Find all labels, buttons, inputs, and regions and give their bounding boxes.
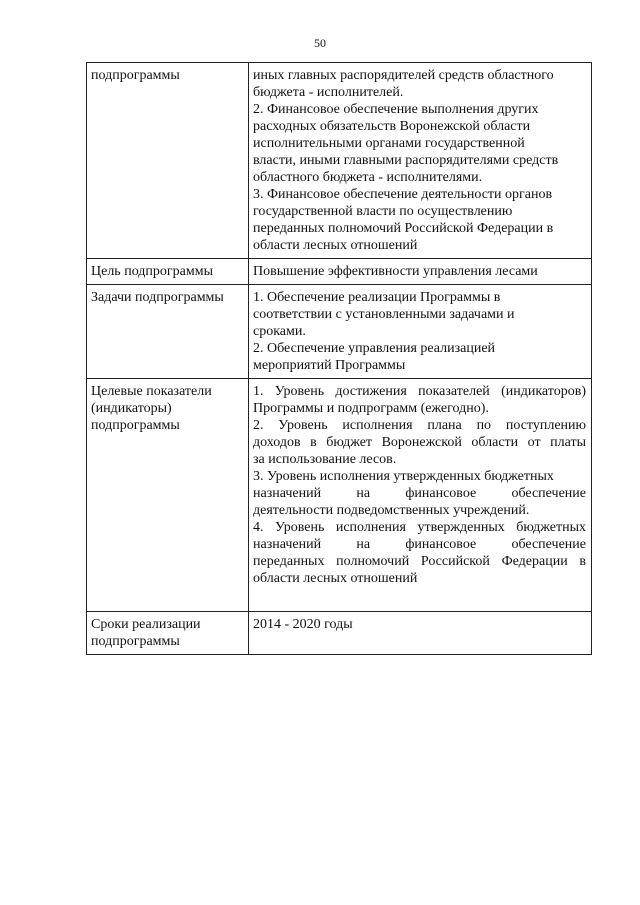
content-line: 2. Финансовое обеспечение выполнения других	[253, 102, 539, 117]
content-line: сроками.	[253, 324, 306, 339]
content-line: соответствии с установленными задачами и	[253, 307, 515, 322]
content-line: области лесных отношений	[253, 238, 418, 253]
content-line: переданных полномочий Российской Федерации в	[253, 221, 554, 236]
content-line: доходов в бюджет Воронежской области от платы	[253, 435, 586, 450]
row-label-cell	[87, 63, 249, 259]
content-line: власти, иными главными распорядителями средств	[253, 153, 559, 168]
row-content-cell	[249, 612, 592, 655]
content-line: Программы и подпрограмм (ежегодно).	[253, 401, 489, 416]
page-number: 50	[314, 36, 326, 50]
content-line: назначений на финансовое обеспечение	[253, 537, 586, 552]
row-label-line: подпрограммы	[91, 634, 180, 649]
content-line: 2. Обеспечение управления реализацией	[253, 341, 496, 356]
row-label-cell	[87, 379, 249, 612]
content-line: бюджета - исполнителей.	[253, 85, 404, 100]
content-line: Повышение эффективности управления лесами	[253, 264, 538, 279]
row-content-cell	[249, 63, 592, 259]
table-row	[87, 379, 592, 612]
content-line: 2014 - 2020 годы	[253, 617, 353, 632]
row-label-cell	[87, 259, 249, 285]
content-line: области лесных отношений	[253, 571, 418, 586]
content-line: 2. Уровень исполнения плана по поступлению	[253, 418, 586, 433]
row-label-line: подпрограммы	[91, 68, 180, 83]
content-line: 3. Уровень исполнения утвержденных бюджетных	[253, 469, 554, 484]
table-row	[87, 285, 592, 379]
content-line: 1. Обеспечение реализации Программы в	[253, 290, 501, 305]
table-row	[87, 259, 592, 285]
content-line: деятельности подведомственных учреждений.	[253, 503, 530, 518]
table-row	[87, 63, 592, 259]
row-label-cell	[87, 612, 249, 655]
content-line: государственной власти по осуществлению	[253, 204, 513, 219]
content-line: иных главных распорядителей средств областного	[253, 68, 554, 83]
content-line: за использование лесов.	[253, 452, 397, 467]
content-line: расходных обязательств Воронежской области	[253, 119, 531, 134]
table-row	[87, 612, 592, 655]
row-label-line: Задачи подпрограммы	[91, 290, 224, 305]
content-line: 3. Финансовое обеспечение деятельности органов	[253, 187, 553, 202]
row-content-cell	[249, 379, 592, 612]
content-line: 1. Уровень достижения показателей (индикаторов)	[253, 384, 586, 399]
row-label-line: (индикаторы)	[91, 401, 172, 416]
content-line: мероприятий Программы	[253, 358, 406, 373]
row-content-cell	[249, 259, 592, 285]
subprogram-passport-table	[86, 62, 592, 655]
row-label-cell	[87, 285, 249, 379]
row-label-line: Сроки реализации	[91, 617, 201, 632]
content-line: 4. Уровень исполнения утвержденных бюджетных	[253, 520, 586, 535]
content-line: исполнительными органами государственной	[253, 136, 525, 151]
content-line: назначений на финансовое обеспечение	[253, 486, 586, 501]
content-line: областного бюджета - исполнителями.	[253, 170, 483, 185]
content-line: переданных полномочий Российской Федерации в	[253, 554, 586, 569]
row-label-line: Цель подпрограммы	[91, 264, 213, 279]
row-label-line: Целевые показатели	[91, 384, 212, 399]
row-label-line: подпрограммы	[91, 418, 180, 433]
row-content-cell	[249, 285, 592, 379]
